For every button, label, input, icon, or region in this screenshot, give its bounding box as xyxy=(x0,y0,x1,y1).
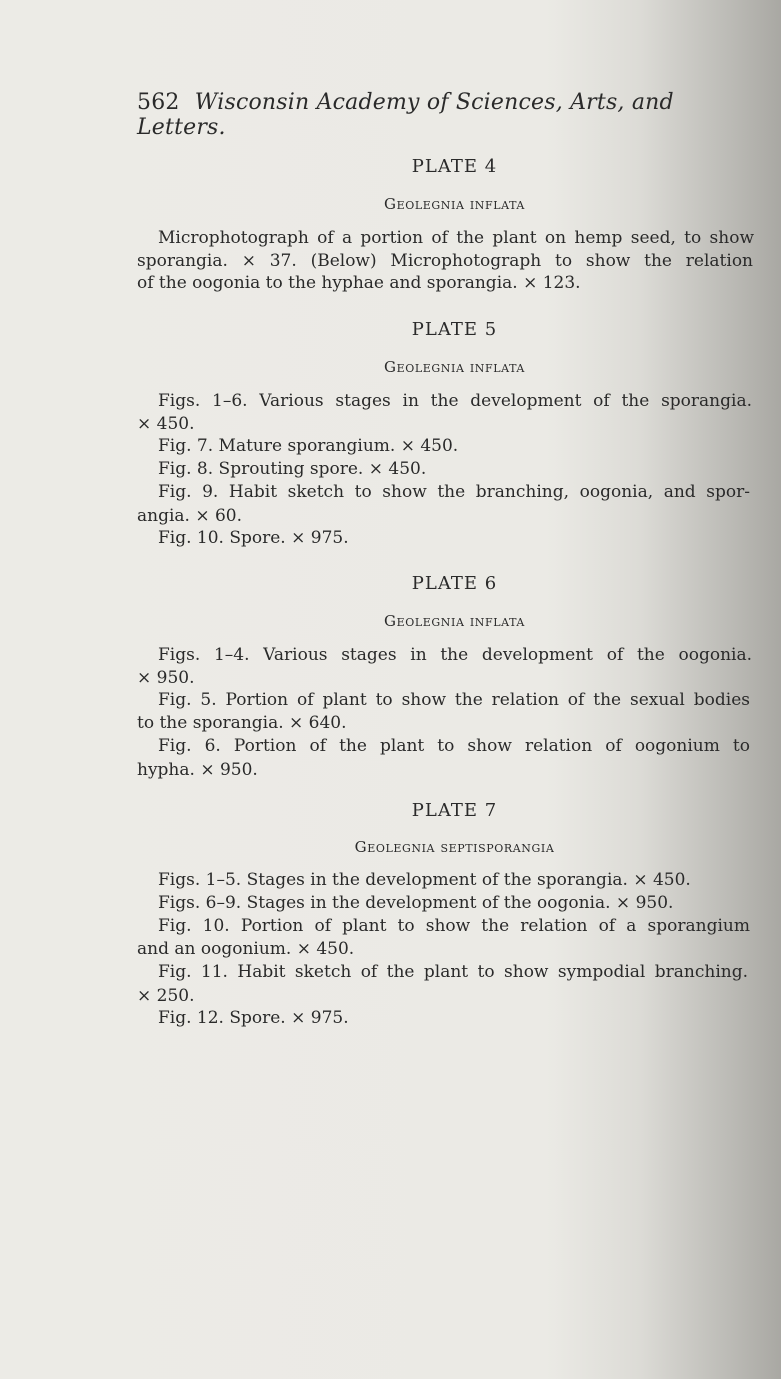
plate-7-line-6: × 250. xyxy=(137,986,195,1006)
plate-5-line-7: Fig. 10. Spore. × 975. xyxy=(158,528,349,548)
plate-7-line-2: Figs. 6–9. Stages in the development of the oogonia. × 950. xyxy=(158,893,674,913)
page-header xyxy=(137,90,737,140)
plate-7-line-4: and an oogonium. × 450. xyxy=(137,939,355,959)
plate-7-line-3: Fig. 10. Portion of plant to show the relation of a sporangium xyxy=(158,916,750,936)
plate-5-title: PLATE 5 xyxy=(411,319,498,340)
plate-4-title: PLATE 4 xyxy=(411,156,498,177)
plate-6-species: Geolegnia inflata xyxy=(384,612,525,630)
plate-5-line-5: Fig. 9. Habit sketch to show the branching, oogonia, and spor- xyxy=(158,482,750,502)
plate-5-line-3: Fig. 7. Mature sporangium. × 450. xyxy=(158,436,459,456)
plate-7-line-1: Figs. 1–5. Stages in the development of the sporangia. × 450. xyxy=(158,870,691,890)
plate-4-line-3: of the oogonia to the hyphae and sporangia. × 123. xyxy=(137,273,581,293)
plate-5-species: Geolegnia inflata xyxy=(384,358,525,376)
journal-title: Wisconsin Academy of Sciences, Arts, and Letters. xyxy=(137,90,674,140)
plate-6-line-5: Fig. 6. Portion of the plant to show relation of oogonium to xyxy=(158,736,750,756)
plate-6-line-1: Figs. 1–4. Various stages in the development of the oogonia. xyxy=(158,645,752,665)
plate-7-title: PLATE 7 xyxy=(411,800,498,821)
plate-6-line-4: to the sporangia. × 640. xyxy=(137,713,347,733)
plate-7-line-7: Fig. 12. Spore. × 975. xyxy=(158,1008,349,1028)
plate-5-line-1: Figs. 1–6. Various stages in the development of the sporangia. xyxy=(158,391,752,411)
plate-4-line-1: Microphotograph of a portion of the plant on hemp seed, to show xyxy=(158,228,754,248)
plate-6-line-3: Fig. 5. Portion of plant to show the relation of the sexual bodies xyxy=(158,690,750,710)
plate-5-line-6: angia. × 60. xyxy=(137,506,243,526)
plate-6-title: PLATE 6 xyxy=(411,573,498,594)
plate-6-line-6: hypha. × 950. xyxy=(137,760,258,780)
plate-6-line-2: × 950. xyxy=(137,668,195,688)
plate-4-species: Geolegnia inflata xyxy=(384,195,525,213)
page-number: 562 xyxy=(137,90,180,115)
plate-7-line-5: Fig. 11. Habit sketch of the plant to show sympodial branching. xyxy=(158,962,748,982)
plate-4-line-2: sporangia. × 37. (Below) Microphotograph to show the relation xyxy=(137,251,753,271)
plate-5-line-2: × 450. xyxy=(137,414,195,434)
plate-5-line-4: Fig. 8. Sprouting spore. × 450. xyxy=(158,459,427,479)
plate-7-species: Geolegnia septisporangia xyxy=(354,838,555,856)
